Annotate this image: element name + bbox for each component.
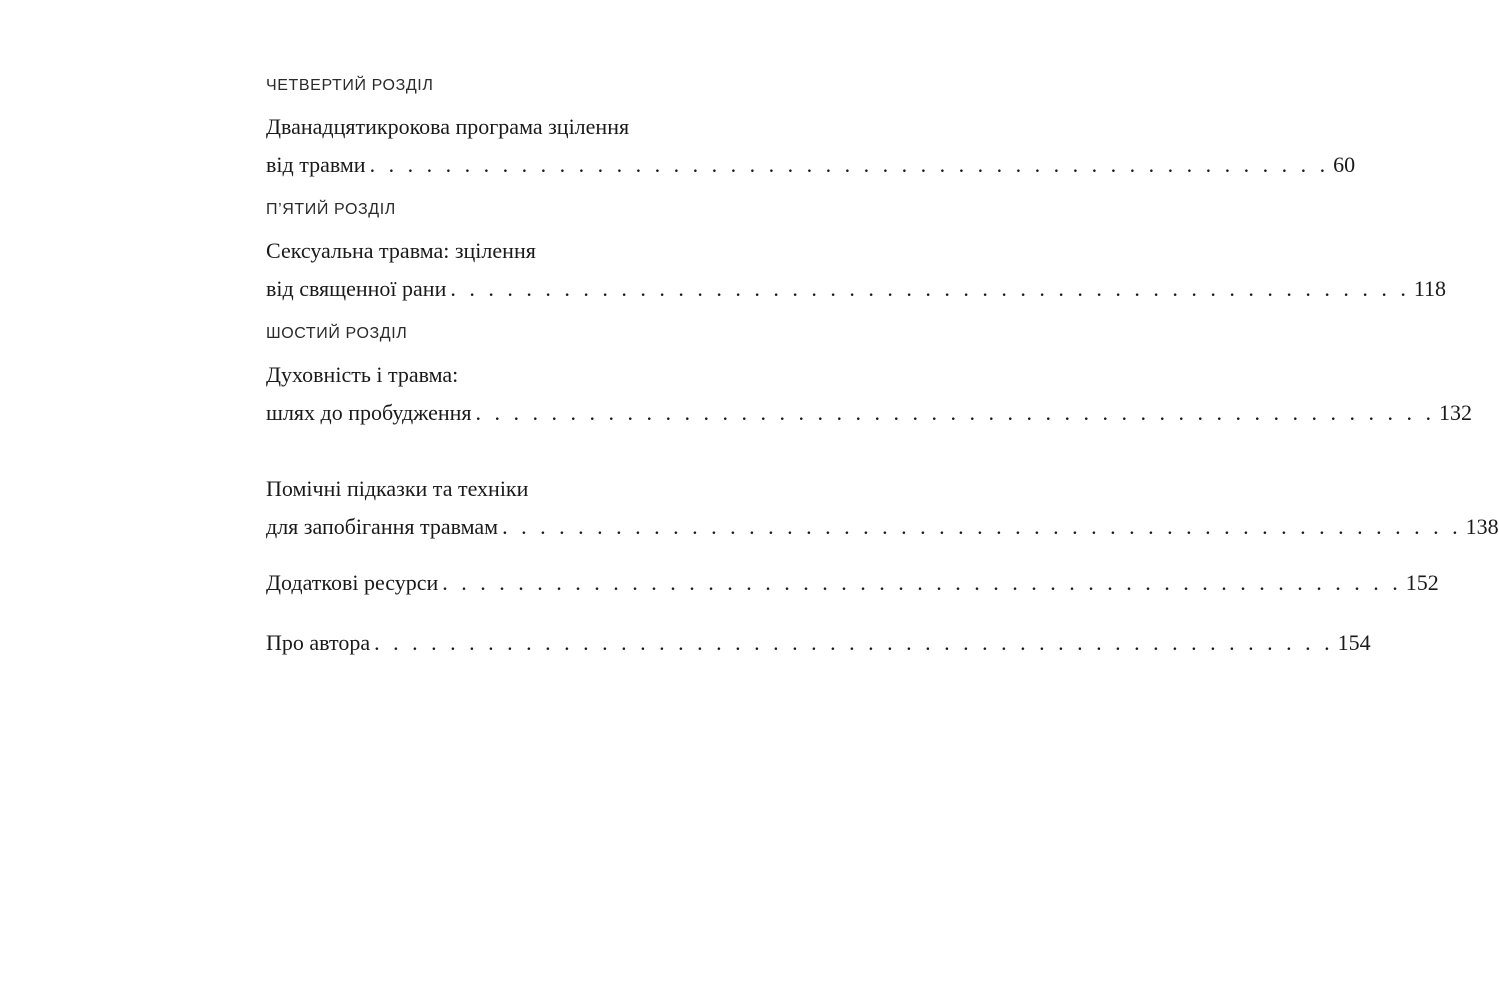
toc-entry-last-line [266, 564, 1439, 602]
toc-appendix-author [266, 624, 1371, 662]
toc-appendix-resources [266, 564, 1439, 602]
page-number: 138 [1465, 514, 1499, 539]
chapter-title-line: Духовність і травма: [266, 362, 459, 387]
toc-entry-last-line [266, 624, 1371, 662]
chapter-title-line: Сексуальна травма: зцілення [266, 238, 536, 263]
toc-chapter-6 [266, 320, 1473, 432]
chapter-label: П’ЯТИЙ РОЗДІЛ [266, 201, 396, 218]
toc-entry-last-line [266, 394, 1473, 432]
dot-leader: . . . . . . . . . . . . . . . . . . . . . . . . . . . . . . . . . . . . . . . . . . . . . . . . . . . [450, 276, 1410, 301]
toc-entry-last-line [266, 270, 1447, 308]
chapter-label: ШОСТИЙ РОЗДІЛ [266, 325, 408, 342]
toc-chapter-5 [266, 196, 1447, 308]
chapter-title-line: від травми [266, 152, 366, 177]
appendix-title-line: для запобігання травмам [266, 514, 499, 539]
dot-leader: . . . . . . . . . . . . . . . . . . . . . . . . . . . . . . . . . . . . . . . . . . . . . . . . . . . [502, 514, 1462, 539]
page-number: 132 [1439, 400, 1473, 425]
dot-leader: . . . . . . . . . . . . . . . . . . . . . . . . . . . . . . . . . . . . . . . . . . . . . . . . . . . [475, 400, 1436, 425]
appendix-title-line: Про автора [266, 630, 371, 655]
toc-entry-last-line [266, 146, 1356, 184]
dot-leader: . . . . . . . . . . . . . . . . . . . . . . . . . . . . . . . . . . . . . . . . . . . . . . . . . . . [442, 570, 1402, 595]
appendix-title-line: Додаткові ресурси [266, 570, 439, 595]
chapter-title-line: Дванадцятикрокова програма зцілення [266, 114, 630, 139]
page-number: 60 [1333, 152, 1356, 177]
chapter-title-line: шлях до пробудження [266, 400, 472, 425]
toc-appendix-tips [266, 470, 1499, 546]
chapter-label: ЧЕТВЕРТИЙ РОЗДІЛ [266, 77, 434, 94]
page-number: 152 [1405, 570, 1439, 595]
page-number: 118 [1413, 276, 1447, 301]
appendix-title-line: Помічні підказки та техніки [266, 476, 529, 501]
toc-chapter-4 [266, 72, 1356, 184]
toc-entry-last-line [266, 508, 1499, 546]
page-number: 154 [1337, 630, 1371, 655]
dot-leader: . . . . . . . . . . . . . . . . . . . . . . . . . . . . . . . . . . . . . . . . . . . . . . . . . . . [369, 152, 1330, 177]
dot-leader: . . . . . . . . . . . . . . . . . . . . . . . . . . . . . . . . . . . . . . . . . . . . . . . . . . . [374, 630, 1334, 655]
chapter-title-line: від священної рани [266, 276, 447, 301]
